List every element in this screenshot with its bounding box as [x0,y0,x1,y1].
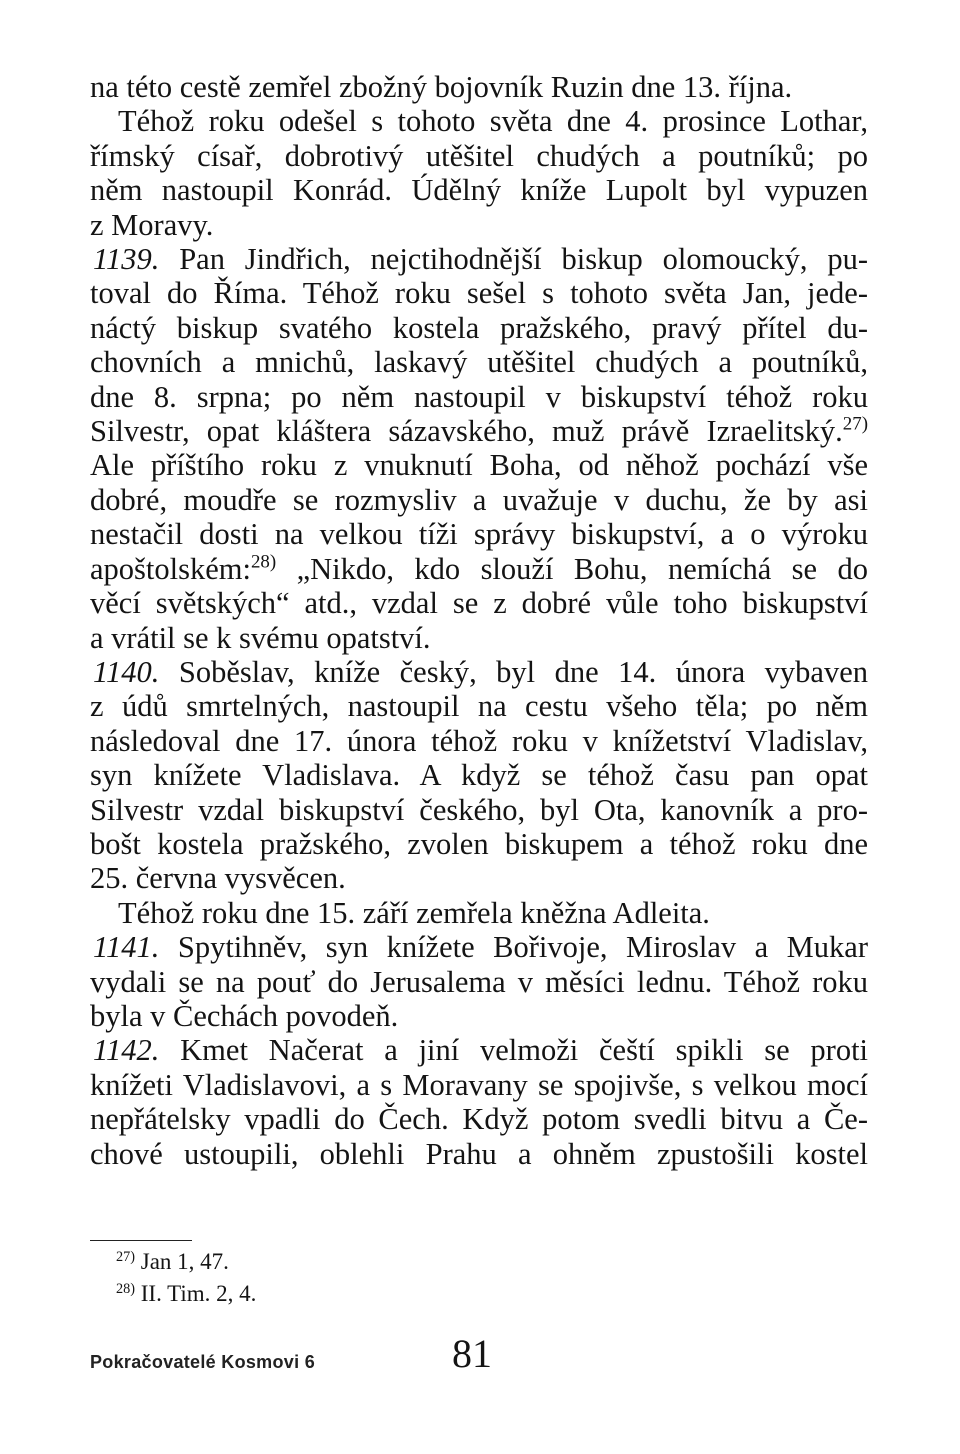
text-line [90,930,868,964]
year-heading: 1140. [93,654,160,689]
text-line [90,758,868,792]
line-text: syn knížete Vladislava. A když se téhož času pan opat [90,758,868,793]
year-heading: 1141. [93,930,160,965]
text-line [90,276,868,310]
footnote [90,1278,256,1310]
chronicle-text [90,70,868,1171]
text-line [90,1068,868,1102]
text-line [90,724,868,758]
footnote-reference: 27) [842,413,868,435]
text-line [90,861,868,895]
line-text: z Moravy. [90,207,214,242]
line-text: bošt kostela pražského, zvolen biskupem a téhož roku dne [90,826,868,861]
line-text: Téhož roku dne 15. září zemřela kněžna Adleita. [118,895,710,930]
text-line [90,1137,868,1171]
line-text-continued: „Nikdo, kdo slouží Bohu, nemíchá se do [276,551,868,586]
text-line [90,827,868,861]
text-line [90,380,868,414]
line-text: na této cestě zemřel zbožný bojovník Ruzin dne 13. října. [90,70,793,104]
text-line [90,965,868,999]
line-text: římský císař, dobrotivý utěšitel chudých a poutníků; po [90,138,868,173]
text-line [90,896,868,930]
text-line [90,483,868,517]
line-text: následoval dne 17. února téhož roku v knížetství Vladislav, [90,723,868,758]
footnotes [90,1246,256,1310]
text-line [90,448,868,482]
line-text: dne 8. srpna; po něm nastoupil v biskupství téhož roku [90,379,868,414]
line-text: věcí světských“ atd., vzdal se z dobré vůle toho biskupství [90,586,868,621]
text-line [90,70,868,104]
line-text: nepřátelsky vpadli do Čech. Když potom svedli bitvu a Če- [90,1102,868,1137]
year-heading: 1142. [93,1033,160,1068]
text-line [90,1102,868,1136]
line-text: Soběslav, kníže český, byl dne 14. února vybaven [178,654,868,689]
line-text: toval do Říma. Téhož roku sešel s tohoto světa Jan, jede- [90,276,868,311]
printer-signature: Pokračovatelé Kosmovi 6 [90,1352,316,1372]
footnote [90,1246,256,1278]
line-text: dobré, moudře se rozmysliv a uvažuje v duchu, že by asi [90,482,868,517]
text-line [90,208,868,242]
line-text: 25. června vysvěcen. [90,861,346,896]
line-text: a vrátil se k svému opatství. [90,620,431,655]
footnote-reference: 28) [250,551,277,573]
text-line [90,104,868,138]
footnote-mark: 28) [116,1281,135,1298]
text-line [90,999,868,1033]
text-line [90,517,868,551]
line-text: Ale příštího roku z vnuknutí Boha, od něhož pochází vše [90,448,868,483]
line-text: byla v Čechách povodeň. [90,998,399,1033]
text-line [90,139,868,173]
line-text: chové ustoupili, oblehli Prahu a ohněm zpustošili kostel [90,1136,868,1171]
page-number: 81 [452,1331,492,1376]
year-heading: 1139. [93,242,160,277]
text-line [90,552,868,586]
line-text: něm nastoupil Konrád. Údělný kníže Lupolt byl vypuzen [90,173,868,208]
footnote-text: II. Tim. 2, 4. [140,1281,257,1306]
line-text: Kmet Načerat a jiní velmoži čeští spikli se proti [180,1033,869,1068]
text-line [90,689,868,723]
footnote-mark: 27) [116,1249,135,1266]
line-text: z údů smrtelných, nastoupil na cestu všeho těla; po něm [90,689,868,724]
footnote-text: Jan 1, 47. [140,1249,229,1274]
line-text: Pan Jindřich, nejctihodnější biskup olomoucký, pu- [179,242,868,277]
line-text: apoštolském: [90,551,251,586]
text-line [90,242,868,276]
line-text: nestačil dosti na velkou tíži správy biskupství, a o výroku [90,517,868,552]
line-text: Silvestr vzdal biskupství českého, byl Ota, kanovník a pro- [90,792,868,827]
text-line [90,173,868,207]
text-line [90,586,868,620]
text-line [90,621,868,655]
line-text: Téhož roku odešel s tohoto světa dne 4. prosince Lothar, [118,104,868,139]
footnote-separator [90,1240,192,1241]
text-line [90,793,868,827]
line-text: Silvestr, opat kláštera sázavského, muž právě Izraelitský. [90,414,843,449]
line-text: vydali se na pouť do Jerusalema v měsíci lednu. Téhož roku [90,964,868,999]
line-text: knížeti Vladislavovi, a s Moravany se spojivše, s velkou mocí [90,1067,868,1102]
line-text: chovních a mnichů, laskavý utěšitel chudých a poutníků, [90,345,868,380]
text-line [90,414,868,448]
text-line [90,655,868,689]
text-line [90,345,868,379]
line-text: náctý biskup svatého kostela pražského, pravý přítel du- [90,310,868,345]
text-line [90,1033,868,1067]
text-line [90,311,868,345]
line-text: Spytihněv, syn knížete Bořivoje, Miroslav a Mukar [177,930,868,965]
